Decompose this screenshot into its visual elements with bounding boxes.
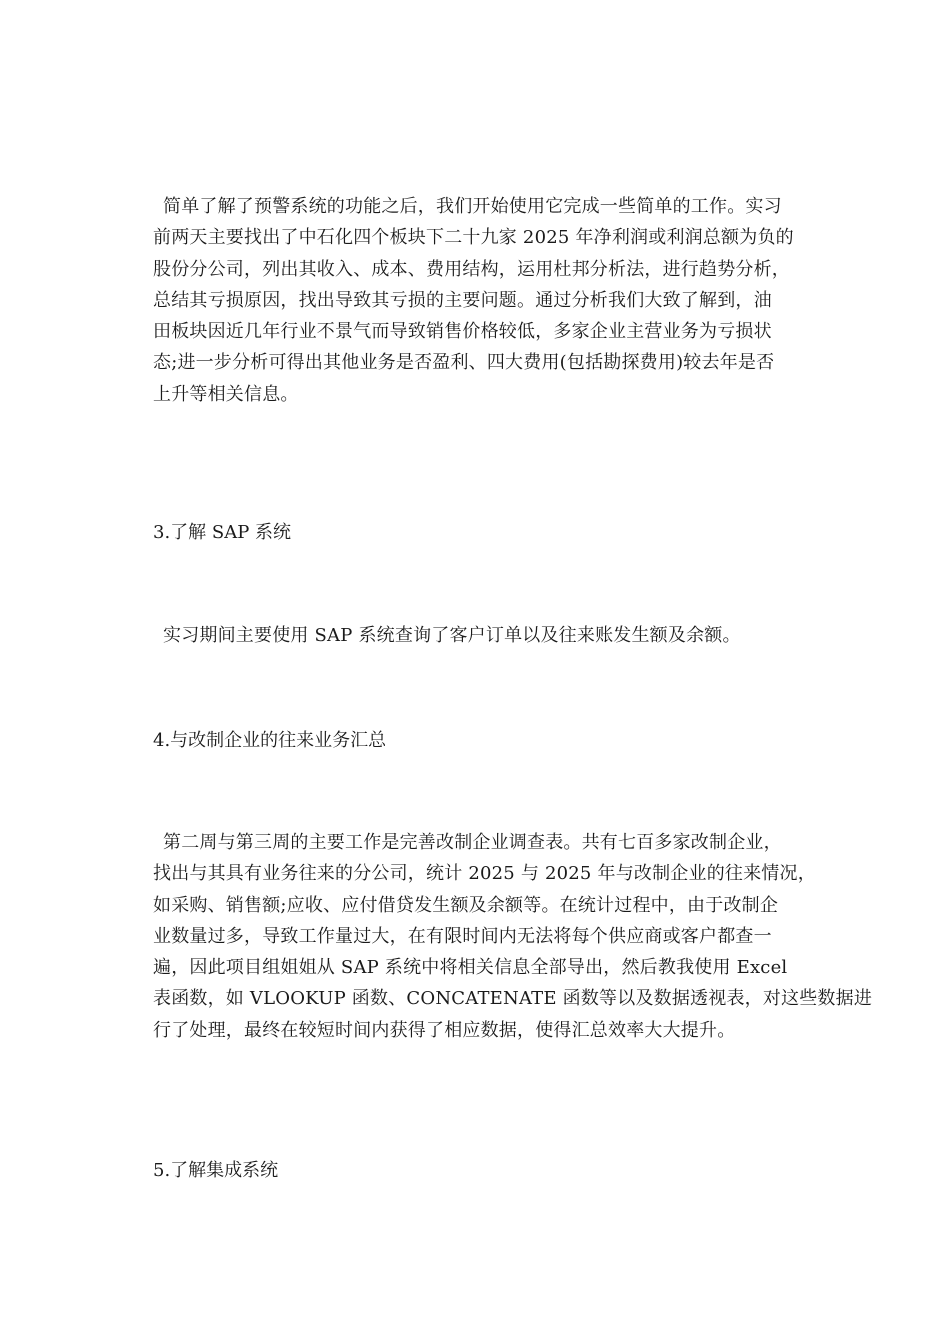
paragraph-line: 田板块因近几年行业不景气而导致销售价格较低，多家企业主营业务为亏损状 bbox=[153, 321, 772, 343]
paragraph-line: 找出与其具有业务往来的分公司，统计 2025 与 2025 年与改制企业的往来情况， bbox=[153, 863, 816, 885]
paragraph-line: 业数量过多，导致工作量过大，在有限时间内无法将每个供应商或客户都查一 bbox=[153, 925, 772, 947]
paragraph-reform-summary bbox=[143, 827, 873, 1046]
paragraph-line: 表函数，如 VLOOKUP 函数、CONCATENATE 函数等以及数据透视表，对这些数据进 bbox=[153, 988, 873, 1010]
section-heading-integration-system: 5.了解集成系统 bbox=[153, 1160, 279, 1181]
paragraph-line: 行了处理，最终在较短时间内获得了相应数据，使得汇总效率大大提升。 bbox=[153, 1019, 736, 1041]
paragraph-line: 态;进一步分析可得出其他业务是否盈利、四大费用(包括勘探费用)较去年是否 bbox=[153, 352, 775, 374]
paragraph-line: 实习期间主要使用 SAP 系统查询了客户订单以及往来账发生额及余额。 bbox=[163, 625, 741, 646]
paragraph-warning-system bbox=[143, 191, 808, 410]
paragraph-line: 第二周与第三周的主要工作是完善改制企业调查表。共有七百多家改制企业， bbox=[163, 832, 782, 853]
paragraph-line: 上升等相关信息。 bbox=[153, 383, 299, 405]
paragraph-line: 股份分公司，列出其收入、成本、费用结构，运用杜邦分析法，进行趋势分析， bbox=[153, 258, 790, 280]
section-heading-sap: 3.了解 SAP 系统 bbox=[153, 522, 292, 543]
section-heading-reform-enterprises: 4.与改制企业的往来业务汇总 bbox=[153, 730, 387, 751]
paragraph-line: 遍，因此项目组姐姐从 SAP 系统中将相关信息全部导出，然后教我使用 Excel bbox=[153, 957, 788, 979]
paragraph-line: 如采购、销售额;应收、应付借贷发生额及余额等。在统计过程中，由于改制企 bbox=[153, 894, 779, 916]
paragraph-line: 简单了解了预警系统的功能之后，我们开始使用它完成一些简单的工作。实习 bbox=[163, 196, 782, 217]
paragraph-sap-usage bbox=[143, 620, 808, 651]
paragraph-line: 前两天主要找出了中石化四个板块下二十九家 2025 年净利润或利润总额为负的 bbox=[153, 227, 794, 249]
paragraph-line: 总结其亏损原因，找出导致其亏损的主要问题。通过分析我们大致了解到，油 bbox=[153, 289, 772, 311]
